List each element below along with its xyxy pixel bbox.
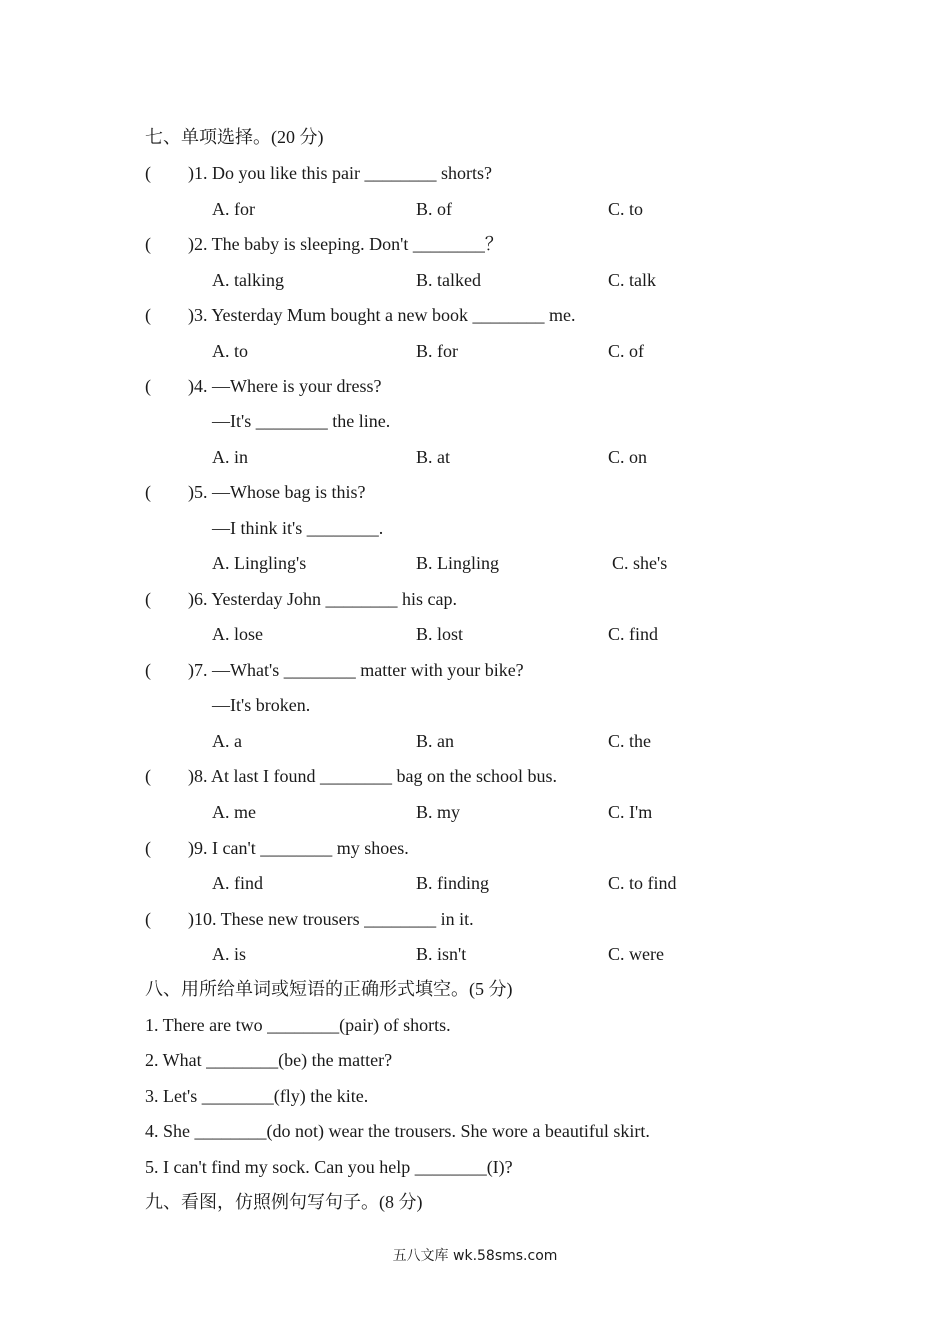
- q6-stem: )6. Yesterday John ________ his cap.: [188, 589, 457, 609]
- section8-item-3: 3. Let's ________(fly) the kite.: [145, 1086, 369, 1106]
- q2-stem: )2. The baby is sleeping. Don't ________？: [188, 234, 503, 254]
- q8-option-a: A. me: [212, 802, 256, 822]
- q7-option-c: C. the: [608, 731, 651, 751]
- q4-paren: (: [145, 376, 151, 396]
- q5-option-c: C. she's: [612, 553, 668, 573]
- q8-paren: (: [145, 766, 151, 786]
- q4-option-c: C. on: [608, 447, 648, 467]
- q9-option-c: C. to find: [608, 873, 677, 893]
- footer-watermark: 五八文库 wk.58sms.com: [392, 1248, 558, 1264]
- q2-option-c: C. talk: [608, 270, 656, 290]
- q9-stem: )9. I can't ________ my shoes.: [188, 838, 409, 858]
- q4-stem: )4. —Where is your dress?: [188, 376, 382, 396]
- q7-stem: )7. —What's ________ matter with your bike?: [188, 660, 524, 680]
- section8-item-4: 4. She ________(do not) wear the trousers. She wore a beautiful skirt.: [145, 1121, 650, 1141]
- q1-option-b: B. of: [416, 199, 452, 219]
- q6-option-a: A. lose: [212, 624, 263, 644]
- section7-title: 七、单项选择。(20 分): [145, 127, 324, 147]
- q5-option-a: A. Lingling's: [212, 553, 307, 573]
- q9-option-b: B. finding: [416, 873, 490, 893]
- q4-option-a: A. in: [212, 447, 248, 467]
- q10-stem: )10. These new trousers ________ in it.: [188, 909, 474, 929]
- q10-option-c: C. were: [608, 944, 664, 964]
- q3-stem: )3. Yesterday Mum bought a new book ________ me.: [188, 305, 576, 325]
- q2-option-b: B. talked: [416, 270, 481, 290]
- section9-title: 九、看图，仿照例句写句子。(8 分): [145, 1192, 423, 1212]
- q6-option-c: C. find: [608, 624, 659, 644]
- q5-stem: )5. —Whose bag is this?: [188, 482, 366, 502]
- q6-paren: (: [145, 589, 151, 609]
- q8-stem: )8. At last I found ________ bag on the school bus.: [188, 766, 557, 786]
- q1-option-a: A. for: [212, 199, 255, 219]
- q2-option-a: A. talking: [212, 270, 284, 290]
- section8-item-2: 2. What ________(be) the matter?: [145, 1050, 393, 1070]
- q5-option-b: B. Lingling: [416, 553, 500, 573]
- section8-item-5: 5. I can't find my sock. Can you help ________(I)?: [145, 1157, 513, 1177]
- q3-option-a: A. to: [212, 341, 248, 361]
- q10-paren: (: [145, 909, 151, 929]
- q7-option-a: A. a: [212, 731, 242, 751]
- q8-option-b: B. my: [416, 802, 461, 822]
- q2-paren: (: [145, 234, 151, 254]
- q3-paren: (: [145, 305, 151, 325]
- q7-paren: (: [145, 660, 151, 680]
- q9-option-a: A. find: [212, 873, 263, 893]
- q1-option-c: C. to: [608, 199, 644, 219]
- q7-extra: —It's broken.: [212, 695, 311, 715]
- q4-extra: —It's ________ the line.: [212, 411, 391, 431]
- q6-option-b: B. lost: [416, 624, 464, 644]
- q7-option-b: B. an: [416, 731, 454, 751]
- q1-paren: (: [145, 163, 151, 183]
- q8-option-c: C. I'm: [608, 802, 653, 822]
- q1-stem: )1. Do you like this pair ________ shorts?: [188, 163, 492, 183]
- section8-title: 八、用所给单词或短语的正确形式填空。(5 分): [145, 979, 513, 999]
- q9-paren: (: [145, 838, 151, 858]
- q10-option-b: B. isn't: [416, 944, 467, 964]
- q5-extra: —I think it's ________.: [212, 518, 384, 538]
- q3-option-c: C. of: [608, 341, 644, 361]
- q3-option-b: B. for: [416, 341, 458, 361]
- q5-paren: (: [145, 482, 151, 502]
- q4-option-b: B. at: [416, 447, 450, 467]
- q10-option-a: A. is: [212, 944, 247, 964]
- section8-item-1: 1. There are two ________(pair) of shorts.: [145, 1015, 451, 1035]
